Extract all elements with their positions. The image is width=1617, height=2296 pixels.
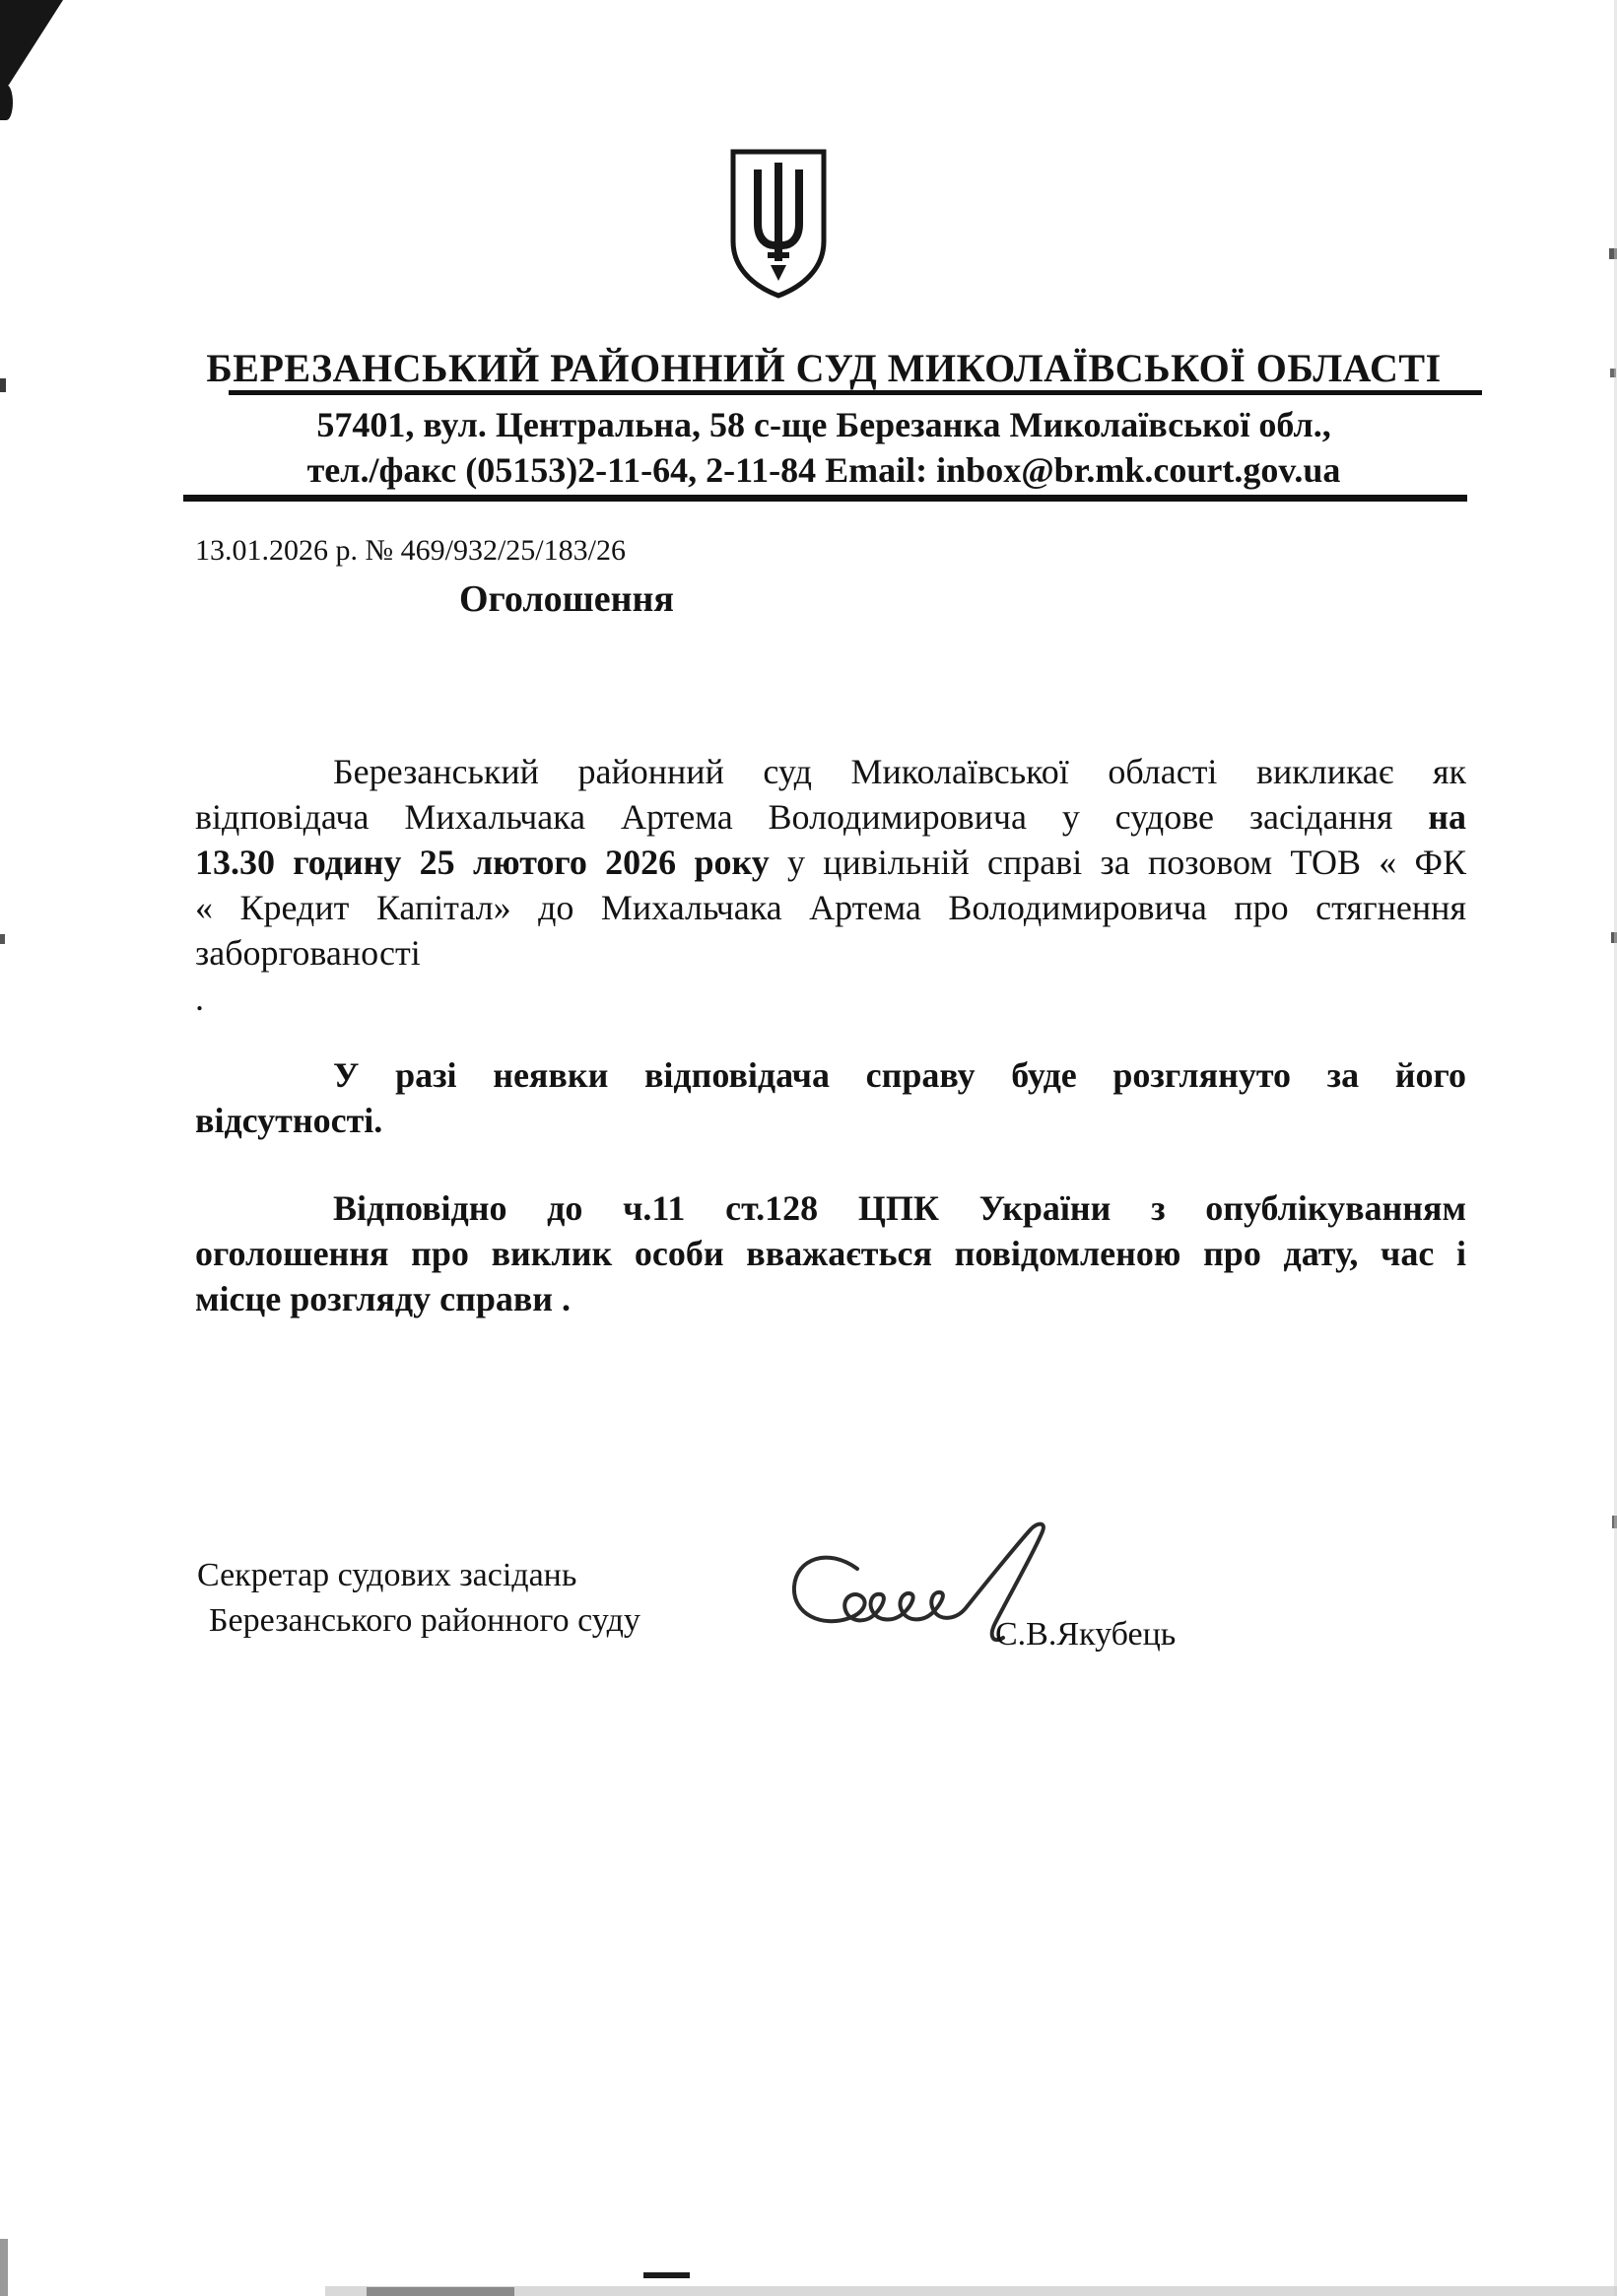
scan-artifact-left-tick — [0, 934, 5, 944]
ukraine-coat-of-arms-icon — [724, 144, 833, 304]
summons-paragraph: Березанський районний суд Миколаївської області викликає як відповідача Михальчака Артема Володимировича у судове засідання на 13.30 годину 25 лютого 2026 року у цивільній справі за позовом ТОВ « ФК « Кредит Капітал» до Михальчака Артема Володимировича про стягнення заборгованості . — [195, 752, 1466, 1018]
legal-basis-paragraph: Відповідно до ч.11 ст.128 ЦПК України з опублікуванням оголошення про виклик особи вважається повідомленою про дату, час і місце розгляду справи . — [195, 1188, 1466, 1318]
document-title: Оголошення — [459, 578, 674, 620]
signatory-name: С.В.Якубець — [995, 1616, 1177, 1653]
scan-artifact-bottom-band — [325, 2286, 1617, 2296]
scan-artifact-bottom-dash — [643, 2272, 690, 2278]
signatory-role-line: Березанського районного суду — [209, 1602, 640, 1639]
scan-artifact-bottom-left — [0, 2239, 8, 2296]
scan-artifact-bottom-band — [367, 2287, 514, 2296]
signatory-role — [197, 1553, 640, 1644]
address-line: 57401, вул. Центральна, 58 с-ще Березанка Миколаївської обл., — [316, 405, 1331, 444]
absence-warning-paragraph: У разі неявки відповідача справу буде розглянуто за його відсутності. — [195, 1055, 1466, 1140]
scan-artifact-left-blob — [0, 85, 13, 120]
court-name: БЕРЕЗАНСЬКИЙ РАЙОННИЙ СУД МИКОЛАЇВСЬКОЇ ОБЛАСТІ — [206, 346, 1442, 390]
letterhead-contact-block — [154, 402, 1494, 493]
phone-email-line: тел./факс (05153)2-11-64, 2-11-84 Email: inbox@br.mk.court.gov.ua — [306, 450, 1341, 490]
header-divider-rule — [229, 390, 1482, 395]
scan-artifact-left-tick — [0, 378, 6, 392]
date-reference-line: 13.01.2026 р. № 469/932/25/183/26 — [195, 534, 626, 567]
scan-artifact-top-left-corner — [0, 0, 69, 95]
signatory-role-line: Секретар судових засідань — [197, 1557, 577, 1593]
header-divider-rule — [183, 495, 1467, 502]
